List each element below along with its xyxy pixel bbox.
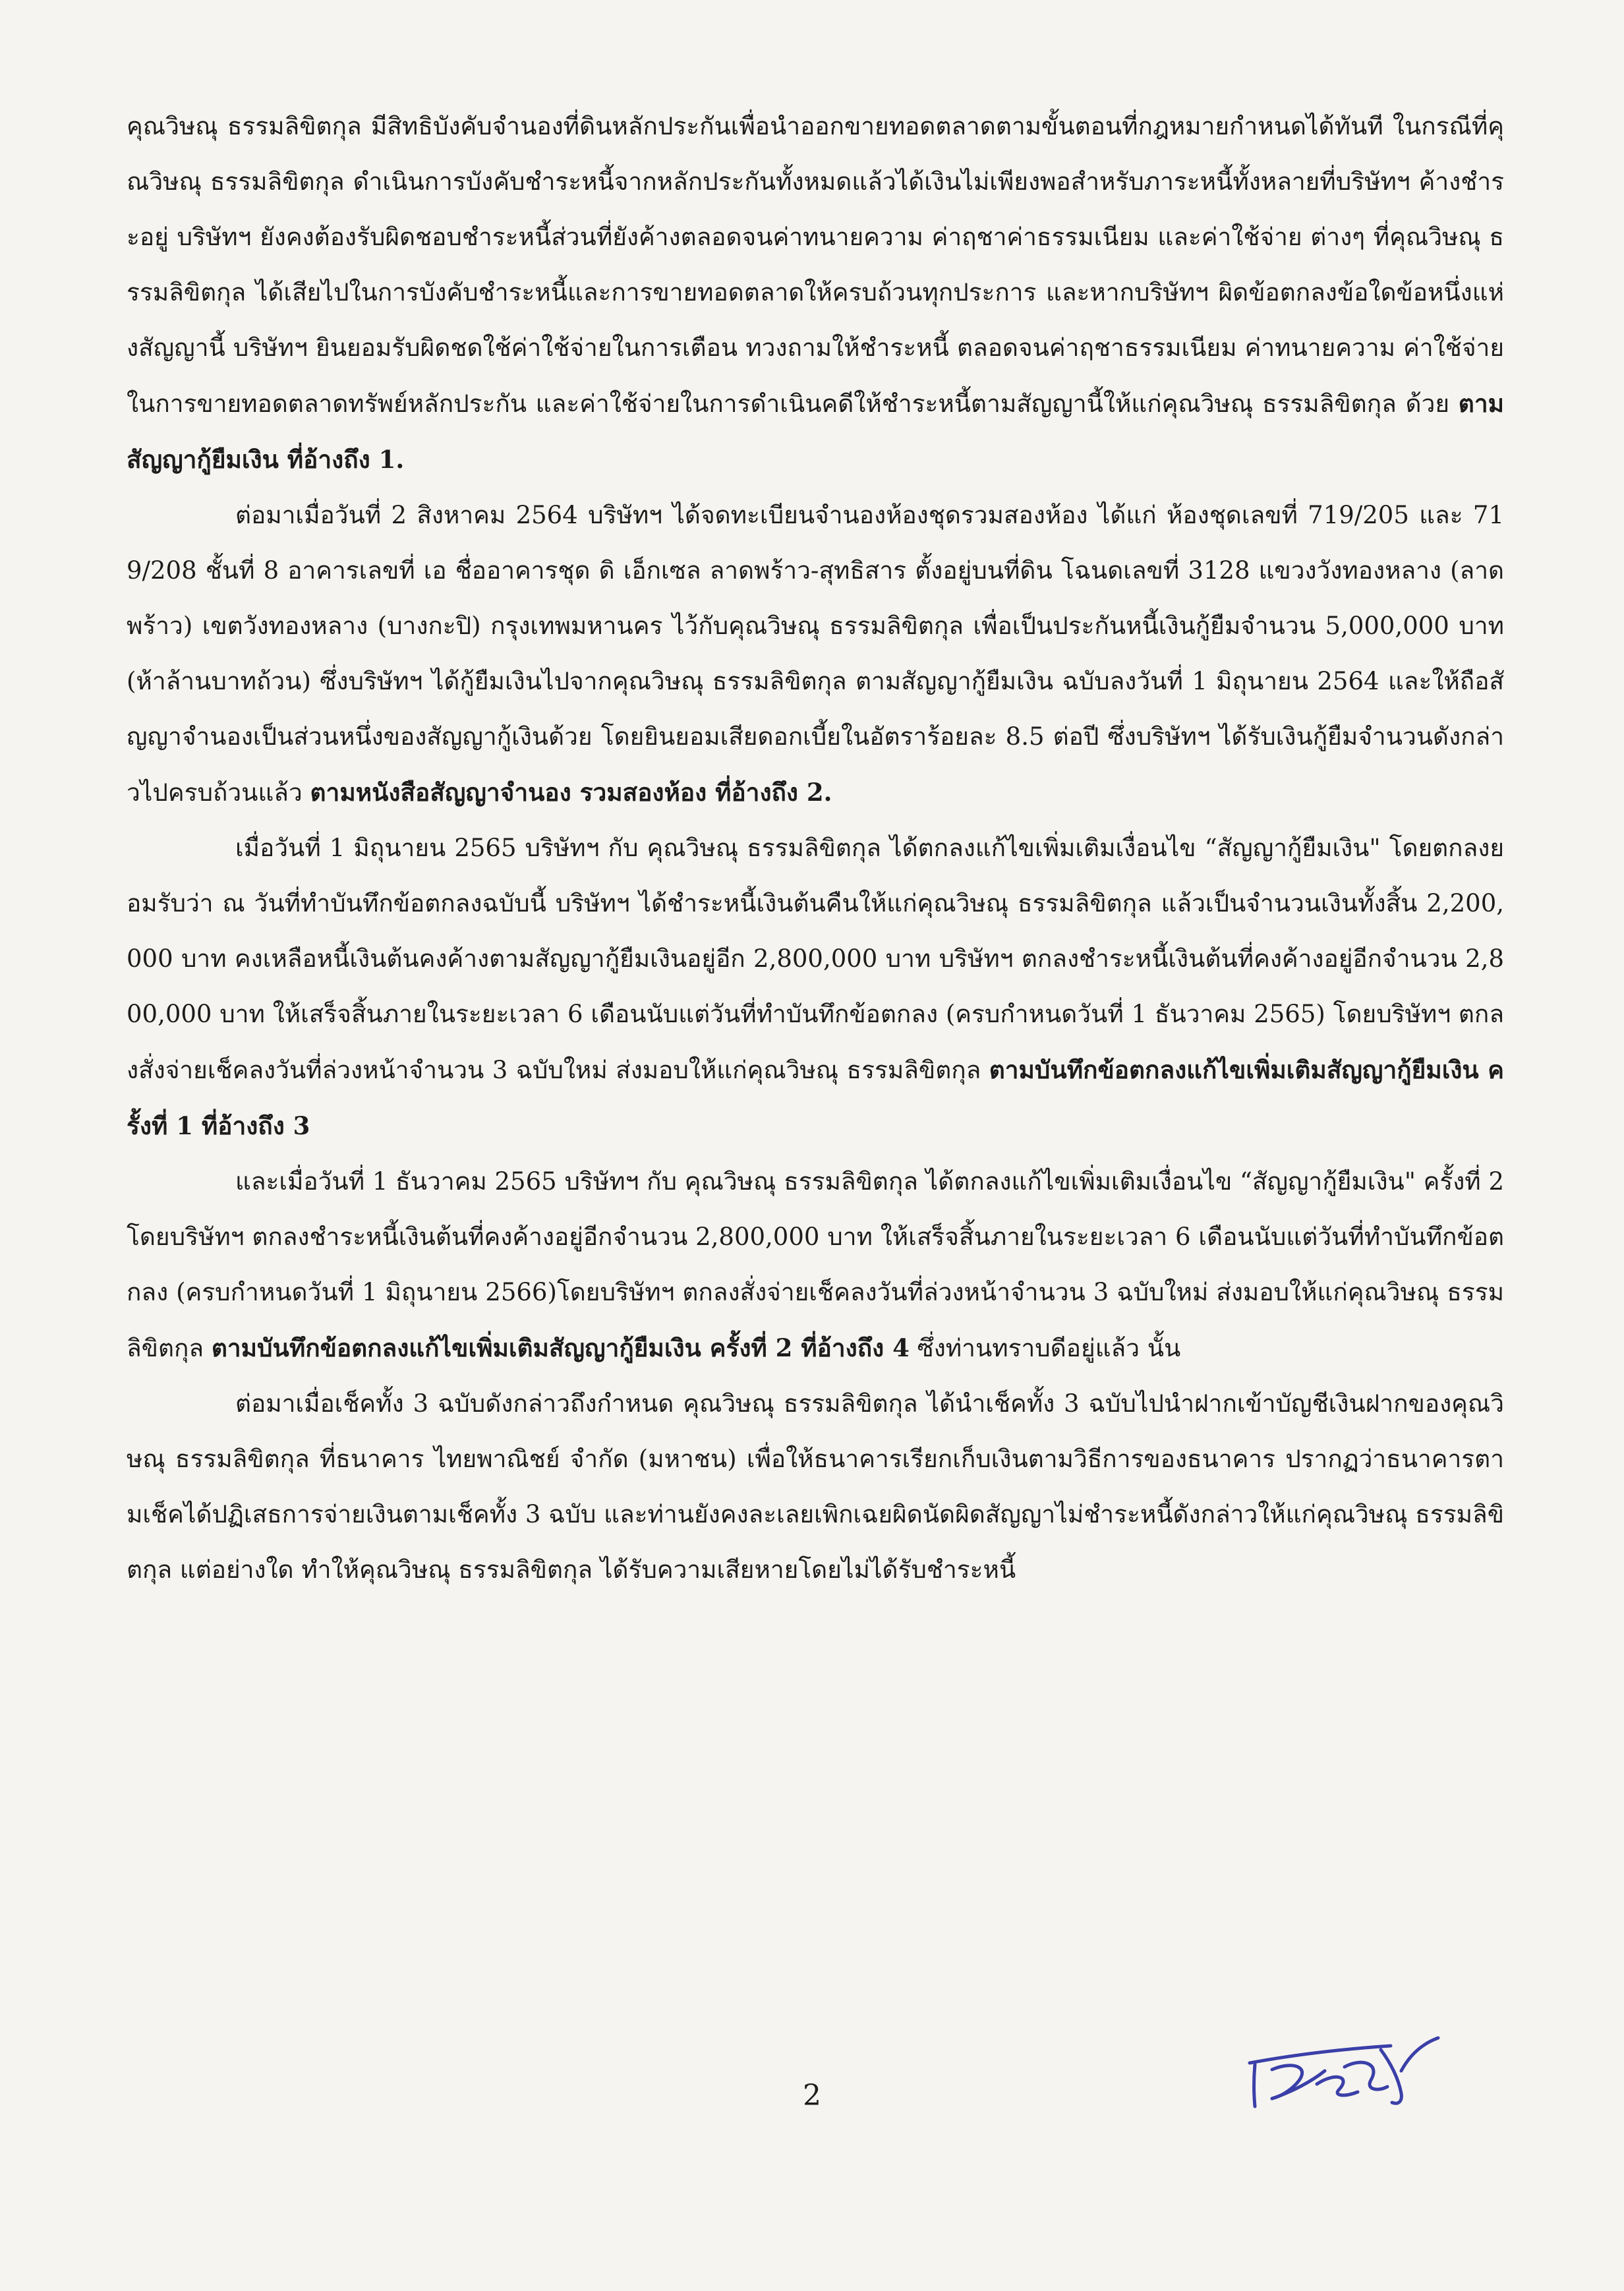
paragraph-3-reference: ตามบันทึกข้อตกลงแก้ไขเพิ่มเติมสัญญากู้ยืมเงิน ครั้งที่ 1 ที่อ้างถึง 3 bbox=[127, 1055, 1504, 1140]
paragraph-4-text: และเมื่อวันที่ 1 ธันวาคม 2565 บริษัทฯ กับ คุณวิษณุ ธรรมลิขิตกุล ได้ตกลงแก้ไขเพิ่มเติมเงื่อนไข “สัญญากู้ยืมเงิน" ครั้งที่ 2 โดยบริษัทฯ ตกลงชำระหนี้เงินต้นที่คงค้างอยู่อีกจำนวน 2,800,000 บาท ให้เสร็จสิ้นภายในระยะเวลา 6 เดือนนับแต่วันที่ทำบันทึกข้อตกลง (ครบกำหนดวันที่ 1 มิถุนายน 2566)โดยบริษัทฯ ตกลงสั่งจ่ายเช็คลงวันที่ล่วงหน้าจำนวน 3 ฉบับใหม่ ส่งมอบให้แก่คุณวิษณุ ธรรมลิขิตกุล bbox=[127, 1167, 1504, 1362]
handwritten-signature bbox=[1246, 2023, 1463, 2116]
paragraph-2-text: ต่อมาเมื่อวันที่ 2 สิงหาคม 2564 บริษัทฯ ได้จดทะเบียนจำนองห้องชุดรวมสองห้อง ได้แก่ ห้องชุดเลขที่ 719/205 และ 719/208 ชั้นที่ 8 อาคารเลขที่ เอ ชื่ออาคารชุด ดิ เอ็กเซล ลาดพร้าว-สุทธิสาร ตั้งอยู่บนที่ดิน โฉนดเลขที่ 3128 แขวงวังทองหลาง (ลาดพร้าว) เขตวังทองหลาง (บางกะปิ) กรุงเทพมหานคร ไว้กับคุณวิษณุ ธรรมลิขิตกุล เพื่อเป็นประกันหนี้เงินกู้ยืมจำนวน 5,000,000 บาท (ห้าล้านบาทถ้วน) ซึ่งบริษัทฯ ได้กู้ยืมเงินไปจากคุณวิษณุ ธรรมลิขิตกุล ตามสัญญากู้ยืมเงิน ฉบับลงวันที่ 1 มิถุนายน 2564 และให้ถือสัญญาจำนองเป็นส่วนหนึ่งของสัญญากู้เงินด้วย โดยยินยอมเสียดอกเบี้ยในอัตราร้อยละ 8.5 ต่อปี ซึ่งบริษัทฯ ได้รับเงินกู้ยืมจำนวนดังกล่าวไปครบถ้วนแล้ว bbox=[127, 501, 1504, 807]
paragraph-3-text: เมื่อวันที่ 1 มิถุนายน 2565 บริษัทฯ กับ คุณวิษณุ ธรรมลิขิตกุล ได้ตกลงแก้ไขเพิ่มเติมเงื่อนไข “สัญญากู้ยืมเงิน" โดยตกลงยอมรับว่า ณ วันที่ทำบันทึกข้อตกลงฉบับนี้ บริษัทฯ ได้ชำระหนี้เงินต้นคืนให้แก่คุณวิษณุ ธรรมลิขิตกุล แล้วเป็นจำนวนเงินทั้งสิ้น 2,200,000 บาท คงเหลือหนี้เงินต้นคงค้างตามสัญญากู้ยืมเงินอยู่อีก 2,800,000 บาท บริษัทฯ ตกลงชำระหนี้เงินต้นที่คงค้างอยู่อีกจำนวน 2,800,000 บาท ให้เสร็จสิ้นภายในระยะเวลา 6 เดือนนับแต่วันที่ทำบันทึกข้อตกลง (ครบกำหนดวันที่ 1 ธันวาคม 2565) โดยบริษัทฯ ตกลงสั่งจ่ายเช็คลงวันที่ล่วงหน้าจำนวน 3 ฉบับใหม่ ส่งมอบให้แก่คุณวิษณุ ธรรมลิขิตกุล bbox=[127, 834, 1505, 1084]
paragraph-4 bbox=[127, 1154, 1504, 1376]
paragraph-4-reference: ตามบันทึกข้อตกลงแก้ไขเพิ่มเติมสัญญากู้ยืมเงิน ครั้งที่ 2 ที่อ้างถึง 4 bbox=[211, 1333, 910, 1362]
letter-body bbox=[127, 99, 1504, 1598]
paragraph-1 bbox=[127, 99, 1504, 488]
page-number: 2 bbox=[803, 2079, 821, 2112]
paragraph-2-reference: ตามหนังสือสัญญาจำนอง รวมสองห้อง ที่อ้างถึง 2. bbox=[310, 778, 832, 807]
paragraph-2 bbox=[127, 488, 1504, 821]
paragraph-1-reference: ตามสัญญากู้ยืมเงิน ที่อ้างถึง 1. bbox=[127, 389, 1504, 474]
paragraph-5 bbox=[127, 1376, 1504, 1598]
paragraph-3 bbox=[127, 821, 1504, 1154]
paragraph-4-closing: ซึ่งท่านทราบดีอยู่แล้ว นั้น bbox=[909, 1334, 1181, 1362]
paragraph-1-text: คุณวิษณุ ธรรมลิขิตกุล มีสิทธิบังคับจำนองที่ดินหลักประกันเพื่อนำออกขายทอดตลาดตามขั้นตอนที่กฎหมายกำหนดได้ทันที ในกรณีที่คุณวิษณุ ธรรมลิขิตกุล ดำเนินการบังคับชำระหนี้จากหลักประกันทั้งหมดแล้วได้เงินไม่เพียงพอสำหรับภาระหนี้ทั้งหลายที่บริษัทฯ ค้างชำระอยู่ บริษัทฯ ยังคงต้องรับผิดชอบชำระหนี้ส่วนที่ยังค้างตลอดจนค่าทนายความ ค่าฤชาค่าธรรมเนียม และค่าใช้จ่าย ต่างๆ ที่คุณวิษณุ ธรรมลิขิตกุล ได้เสียไปในการบังคับชำระหนี้และการขายทอดตลาดให้ครบถ้วนทุกประการ และหากบริษัทฯ ผิดข้อตกลงข้อใดข้อหนึ่งแห่งสัญญานี้ บริษัทฯ ยินยอมรับผิดชดใช้ค่าใช้จ่ายในการเตือน ทวงถามให้ชำระหนี้ ตลอดจนค่าฤชาธรรมเนียม ค่าทนายความ ค่าใช้จ่ายในการขายทอดตลาดทรัพย์หลักประกัน และค่าใช้จ่ายในการดำเนินคดีให้ชำระหนี้ตามสัญญานี้ให้แก่คุณวิษณุ ธรรมลิขิตกุล ด้วย bbox=[127, 112, 1504, 418]
paragraph-5-text: ต่อมาเมื่อเช็คทั้ง 3 ฉบับดังกล่าวถึงกำหนด คุณวิษณุ ธรรมลิขิตกุล ได้นำเช็คทั้ง 3 ฉบับไปนำฝากเข้าบัญชีเงินฝากของคุณวิษณุ ธรรมลิขิตกุล ที่ธนาคาร ไทยพาณิชย์ จำกัด (มหาชน) เพื่อให้ธนาคารเรียกเก็บเงินตามวิธีการของธนาคาร ปรากฏว่าธนาคารตามเช็คได้ปฏิเสธการจ่ายเงินตามเช็คทั้ง 3 ฉบับ และท่านยังคงละเลยเพิกเฉยผิดนัดผิดสัญญาไม่ชำระหนี้ดังกล่าวให้แก่คุณวิษณุ ธรรมลิขิตกุล แต่อย่างใด ทำให้คุณวิษณุ ธรรมลิขิตกุล ได้รับความเสียหายโดยไม่ได้รับชำระหนี้ bbox=[127, 1389, 1504, 1584]
